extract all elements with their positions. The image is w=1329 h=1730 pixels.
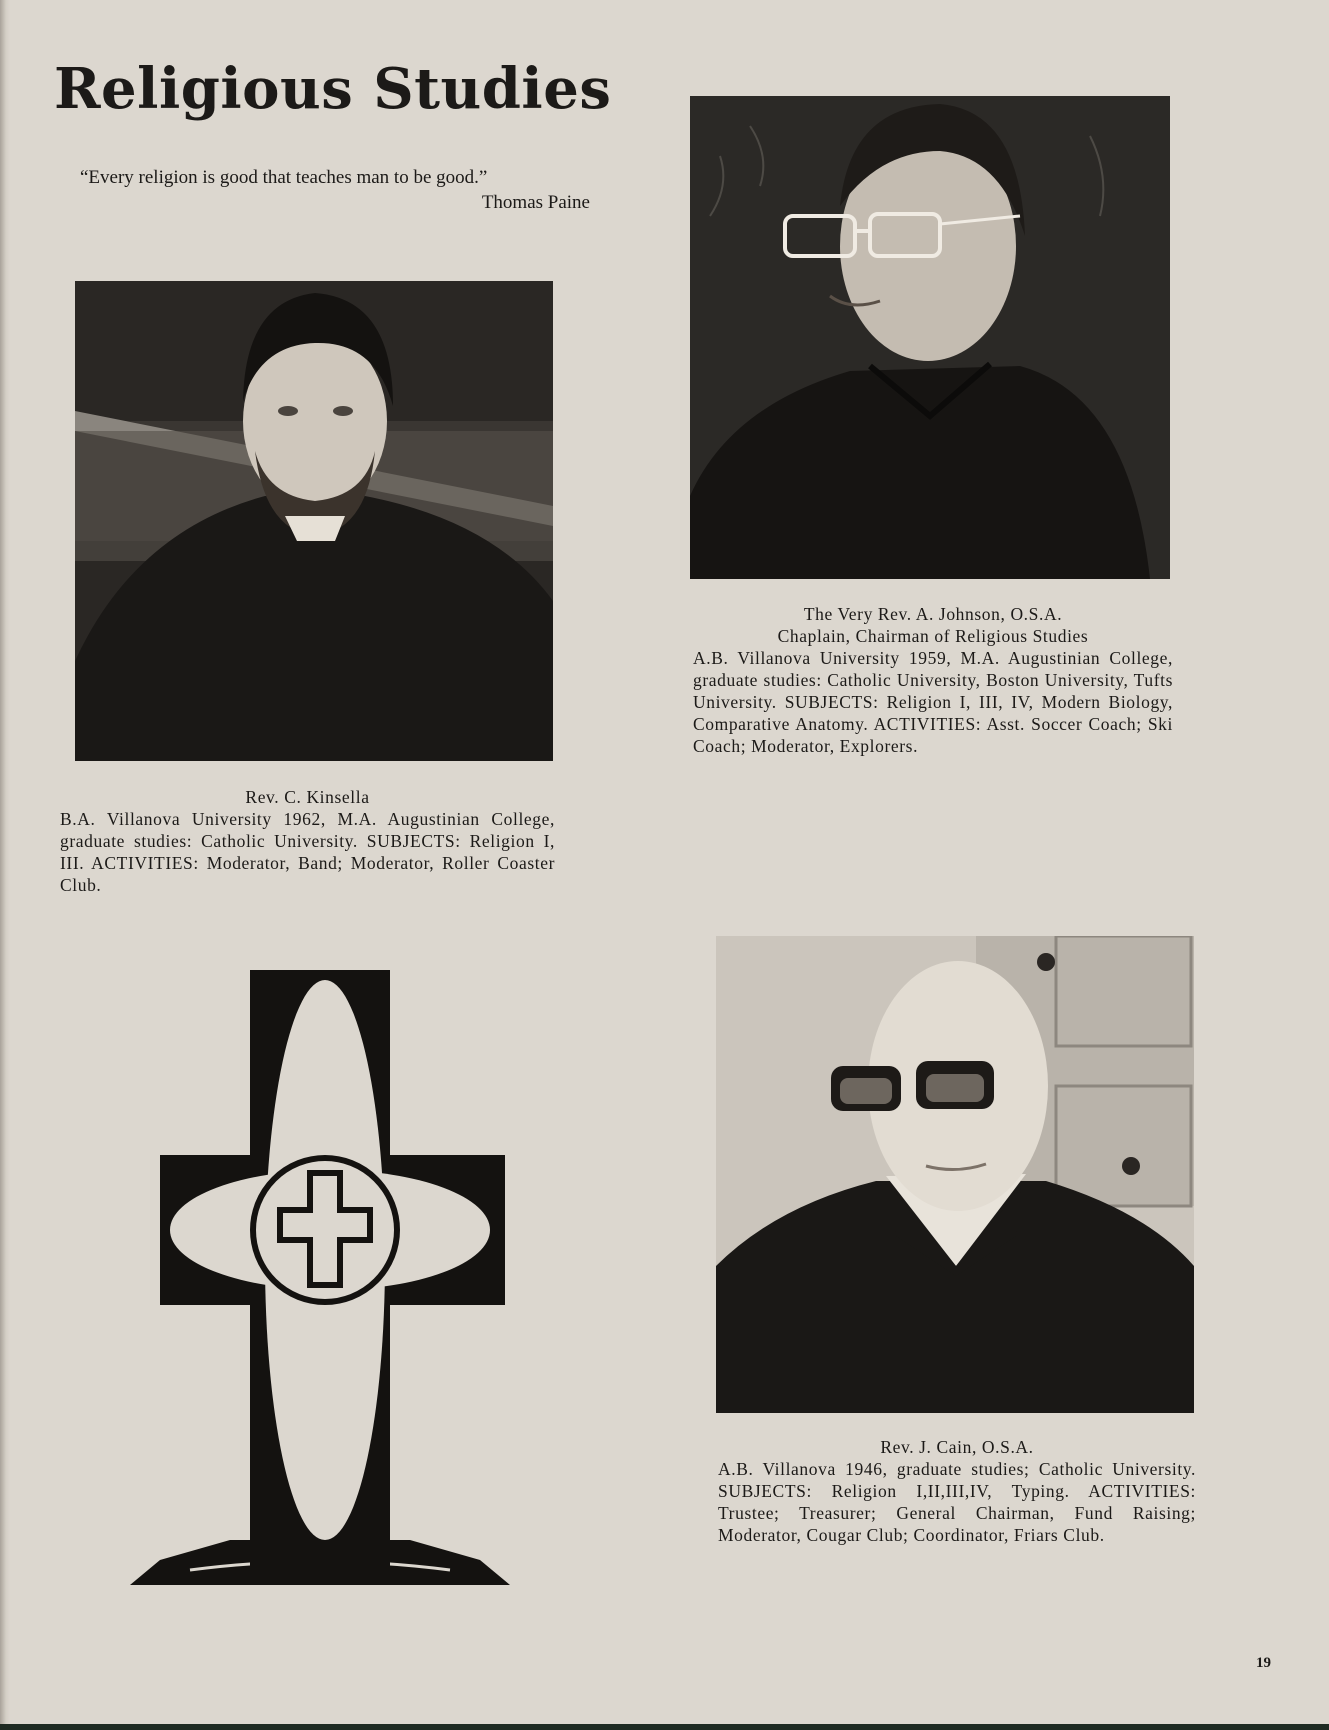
caption-cain [718,1436,1196,1546]
photo-johnson [690,96,1170,579]
faculty-bio: A.B. Villanova 1946, graduate studies; Catholic University. SUBJECTS: Religion I,II,III,IV, Typing. ACTIVITIES: Trustee; Treasurer; General Chairman, Fund Raising; Moderator, Cougar Club; Coordinator, Friars Club. [718,1459,1196,1545]
page-binding-edge [0,0,10,1730]
portrait-image [716,936,1194,1413]
portrait-image [690,96,1170,579]
caption-kinsella [60,786,555,896]
page-bottom-edge [0,1724,1329,1730]
faculty-name: Rev. C. Kinsella [245,787,370,807]
portrait-image [75,281,553,761]
faculty-name: Rev. J. Cain, O.S.A. [880,1437,1034,1457]
faculty-name: The Very Rev. A. Johnson, O.S.A. [803,604,1063,624]
faculty-bio: B.A. Villanova University 1962, M.A. Augustinian College, graduate studies: Catholic University. SUBJECTS: Religion I, III. ACTIVITIES: Moderator, Band; Moderator, Roller Coaster Club. [60,809,555,895]
page-number: 19 [1256,1655,1271,1671]
photo-cain [716,936,1194,1413]
faculty-bio: A.B. Villanova University 1959, M.A. Augustinian College, graduate studies: Catholic University, Boston University, Tufts University. SUBJECTS: Religion I, III, IV, Modern Biology, Comparative Anatomy. ACTIVITIES: Asst. Soccer Coach; Ski Coach; Moderator, Explorers. [693,648,1173,756]
caption-johnson [693,603,1173,757]
photo-kinsella [75,281,553,761]
faculty-role: Chaplain, Chairman of Religious Studies [777,626,1089,646]
cross-emblem-icon [120,965,520,1595]
epigraph-author: Thomas Paine [481,192,590,213]
page-title: Religious Studies [54,56,612,122]
epigraph-quote: “Every religion is good that teaches man to be good.” [80,167,488,188]
